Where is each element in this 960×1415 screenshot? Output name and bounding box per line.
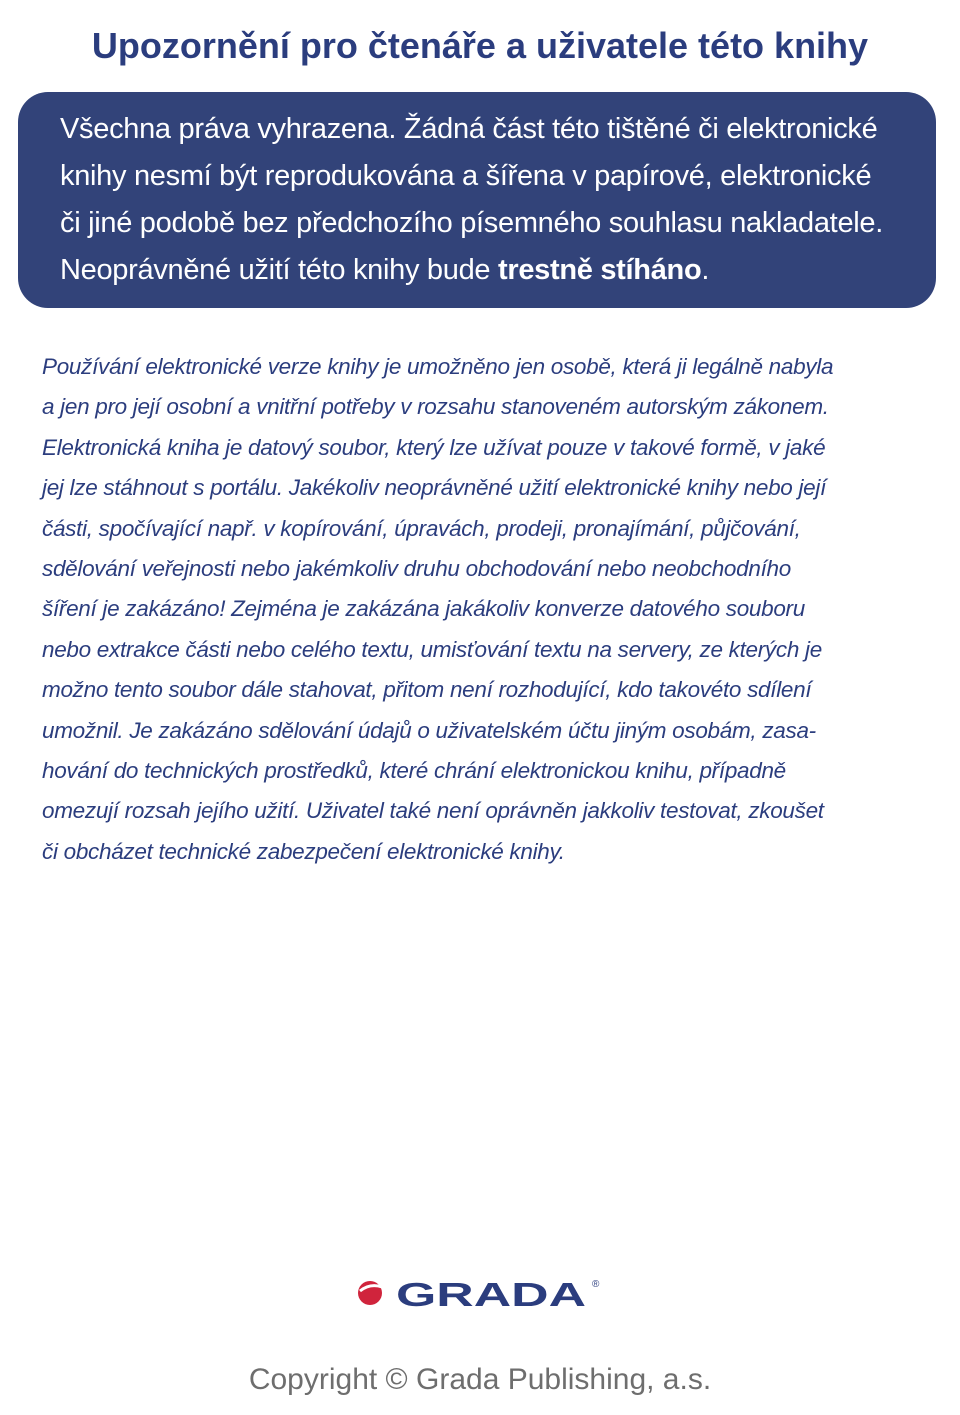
body-line: nebo extrakce části nebo celého textu, umisťování textu na servery, ze kterých je [42,636,822,662]
body-line: omezují rozsah jejího užití. Uživatel také není oprávněn jakkoliv testovat, zkoušet [42,798,824,824]
notice-line-last [60,247,906,294]
page-title: Upozornění pro čtenáře a uživatele této knihy [91,25,869,66]
body-line: Elektronická kniha je datový soubor, který lze užívat pouze v takové formě, v jaké [42,434,826,460]
notice-line: či jiné podobě bez předchozího písemného souhlasu nakladatele. [60,207,883,239]
notice-line-prefix: Neoprávněné užití této knihy bude [60,254,498,286]
body-line: Používání elektronické verze knihy je umožněno jen osobě, která ji legálně nabyla [42,354,834,379]
body-line: části, spočívající např. v kopírování, úpravách, prodeji, pronajímání, půjčování, [42,515,801,541]
body-line: či obcházet technické zabezpečení elektronické knihy. [42,838,565,864]
body-line: jej lze stáhnout s portálu. Jakékoliv neoprávněné užití elektronické knihy nebo její [42,475,827,501]
body-line: možno tento soubor dále stahovat, přitom není rozhodující, kdo takovéto sdílení [42,677,812,703]
body-line: a jen pro její osobní a vnitřní potřeby v rozsahu stanoveném autorským zákonem. [42,394,829,420]
notice-line: Všechna práva vyhrazena. Žádná část této tištěné či elektronické [60,113,878,145]
grada-mark-icon [358,1281,382,1305]
usage-terms-text [42,347,922,872]
notice-line-suffix: . [701,254,710,286]
body-line: sdělování veřejnosti nebo jakémkoliv druhu obchodování nebo neobchodního [42,556,791,582]
grada-logo-text: GRADA [396,1276,586,1313]
grada-logo [356,1273,606,1313]
body-line: umožnil. Je zakázáno sdělování údajů o uživatelském účtu jiným osobám, zasa- [42,717,816,743]
body-line: hování do technických prostředků, které chrání elektronickou knihu, případně [42,758,786,784]
registered-mark: ® [592,1279,600,1290]
notice-bold-text: trestně stíháno [497,254,702,286]
notice-line: knihy nesmí být reprodukována a šířena v papírové, elektronické [60,160,872,192]
body-line: šíření je zakázáno! Zejména je zakázána jakákoliv konverze datového souboru [42,596,805,622]
rights-notice-box [18,92,936,308]
copyright-text: Copyright © Grada Publishing, a.s. [248,1363,712,1396]
